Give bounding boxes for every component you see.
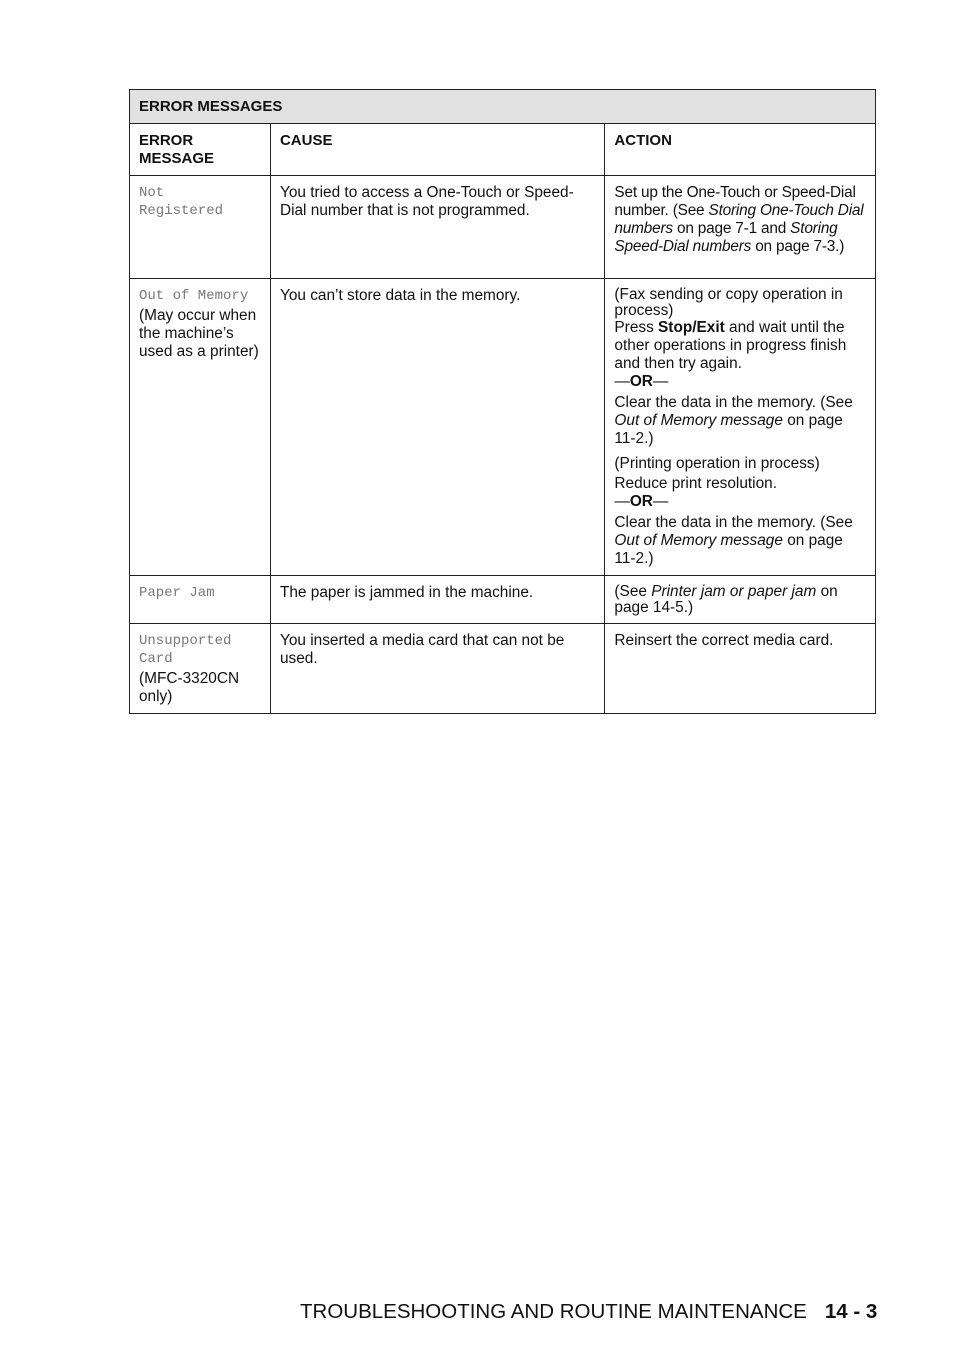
error-message-cell: [130, 176, 271, 279]
error-message-cell: [130, 624, 271, 714]
cause-cell: You can’t store data in the memory.: [270, 279, 604, 576]
or-dash: —: [614, 373, 630, 390]
action-text: on page 7-1 and: [672, 220, 791, 237]
action-step: [614, 514, 867, 568]
cause-cell: You tried to access a One-Touch or Speed-Dial number that is not programmed.: [270, 176, 604, 279]
action-text: Clear the data in the memory. (See: [614, 514, 853, 531]
or-dash: —: [614, 493, 630, 510]
error-message-code: Out of Memory: [139, 288, 249, 304]
error-message-note: (MFC-3320CN only): [139, 670, 240, 705]
table-title: ERROR MESSAGES: [130, 90, 876, 124]
action-text: and wait until the other operations in progress finish and then try again.: [614, 319, 847, 372]
header-row: [130, 124, 876, 176]
table-row: [130, 176, 876, 279]
error-message-cell: [130, 279, 271, 576]
action-text: Set up the One-Touch or Speed-Dial number. (See: [614, 184, 856, 219]
table-row: [130, 576, 876, 624]
action-reference: Storing Speed-Dial numbers: [614, 220, 838, 255]
action-reference: Out of Memory message: [614, 532, 783, 549]
action-text: Clear the data in the memory. (See: [614, 394, 853, 411]
or-separator: [614, 493, 867, 511]
page-footer: [300, 1300, 877, 1324]
footer-section-title: TROUBLESHOOTING AND ROUTINE MAINTENANCE: [300, 1300, 807, 1323]
error-message-code: Not Registered: [139, 185, 224, 219]
action-text: on page 14-5.): [614, 583, 838, 616]
action-cell: [605, 279, 876, 576]
error-message-cell: [130, 576, 271, 624]
error-message-code: Paper Jam: [139, 585, 215, 601]
header-action: ACTION: [605, 124, 876, 176]
error-messages-table: [129, 89, 876, 714]
or-dash: —: [652, 373, 669, 390]
action-reference: Storing One-Touch Dial numbers: [614, 202, 864, 237]
action-reference: Out of Memory message: [614, 412, 783, 429]
action-step: [614, 394, 867, 448]
action-cell: [605, 576, 876, 624]
header-error-message: ERROR MESSAGE: [130, 124, 271, 176]
or-dash: —: [652, 493, 669, 510]
or-separator: [614, 373, 867, 391]
action-cell: Reinsert the correct media card.: [605, 624, 876, 714]
cause-cell: You inserted a media card that can not be used.: [270, 624, 604, 714]
action-text: on page 11-2.): [614, 412, 843, 447]
action-step: [614, 319, 867, 373]
action-text: on page 7-3.): [751, 238, 845, 255]
error-message-note: (May occur when the machine’s used as a printer): [139, 307, 259, 360]
or-label: OR: [629, 373, 653, 390]
action-text: (See: [614, 583, 652, 600]
action-condition: (Printing operation in process): [614, 455, 820, 472]
cause-cell: The paper is jammed in the machine.: [270, 576, 604, 624]
table-row: [130, 624, 876, 714]
or-label: OR: [629, 493, 653, 510]
page-number: 14 - 3: [824, 1300, 878, 1323]
header-cause: CAUSE: [270, 124, 604, 176]
action-text: on page 11-2.): [614, 532, 843, 567]
stop-exit-key-label: Stop/Exit: [658, 319, 725, 336]
action-step: Reduce print resolution.: [614, 475, 777, 492]
error-message-code: Unsupported Card: [139, 633, 232, 667]
action-text: Press: [614, 319, 659, 336]
table-row: [130, 279, 876, 576]
action-reference: Printer jam or paper jam: [651, 583, 817, 600]
action-cell: [605, 176, 876, 279]
action-condition: (Fax sending or copy operation in process): [614, 286, 843, 319]
